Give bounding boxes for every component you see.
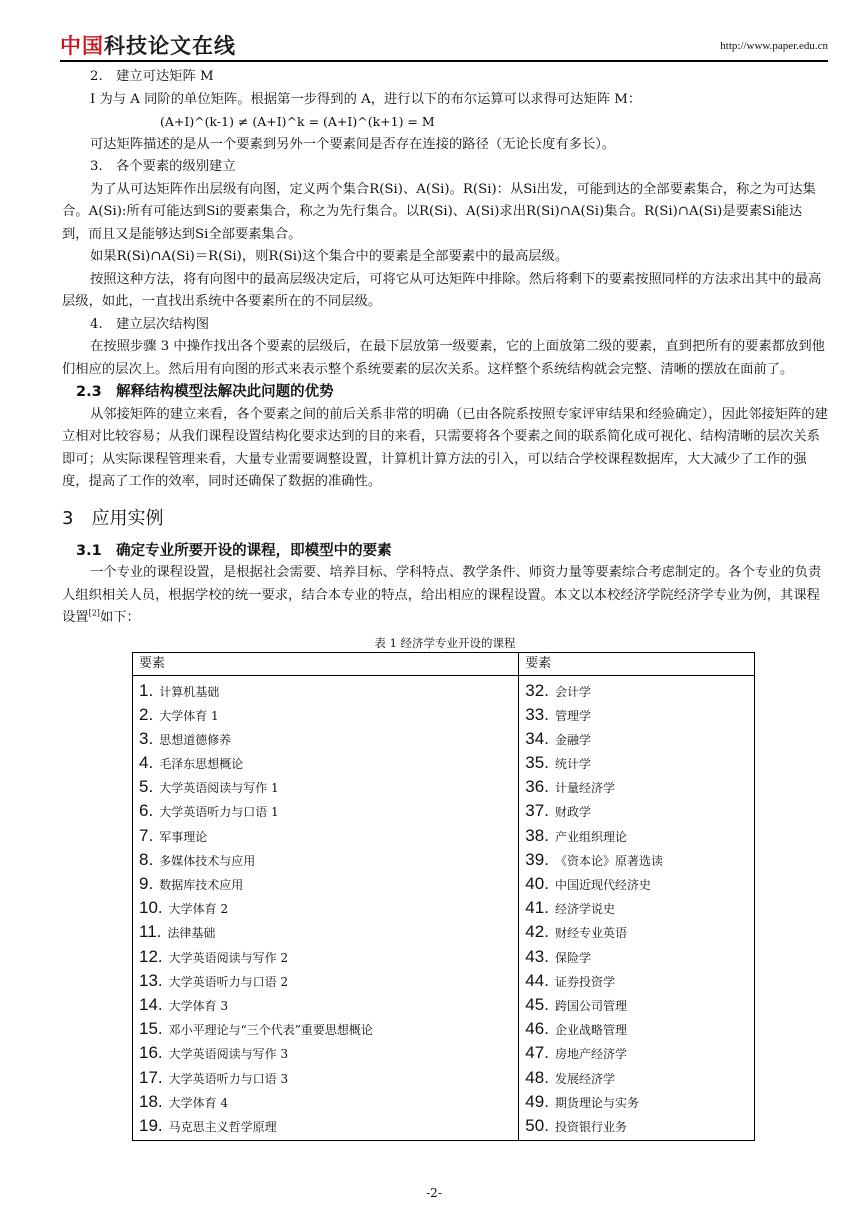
list-item bbox=[139, 945, 512, 969]
list-item-number: 17. bbox=[139, 1067, 163, 1087]
table-header-left: 要素 bbox=[133, 652, 519, 675]
list-item bbox=[525, 1017, 748, 1041]
list-item-number: 48. bbox=[525, 1067, 549, 1087]
list-item-label: 管理学 bbox=[554, 708, 591, 723]
list-item-number: 34. bbox=[525, 728, 549, 748]
list-item bbox=[525, 775, 748, 799]
list-item bbox=[525, 824, 748, 848]
list-item-label: 《资本论》原著选读 bbox=[554, 853, 663, 868]
list-item-label: 毛泽东思想概论 bbox=[159, 757, 244, 772]
logo-red-text: 中国 bbox=[60, 34, 104, 58]
list-item-number: 5. bbox=[139, 777, 154, 797]
list-item-number: 35. bbox=[525, 753, 549, 773]
course-table bbox=[132, 652, 755, 1142]
list-item-number: 37. bbox=[525, 801, 549, 821]
section-3-1-text-b: 如下： bbox=[99, 610, 140, 625]
list-item bbox=[139, 1114, 512, 1138]
list-item-label: 投资银行业务 bbox=[554, 1119, 627, 1134]
list-item-label: 大学体育 2 bbox=[168, 902, 229, 917]
list-item bbox=[139, 824, 512, 848]
list-item bbox=[139, 1017, 512, 1041]
list-item-label: 计算机基础 bbox=[159, 684, 220, 699]
list-item-number: 44. bbox=[525, 970, 549, 990]
list-item-number: 13. bbox=[139, 970, 163, 990]
list-item bbox=[525, 679, 748, 703]
list-item bbox=[139, 1090, 512, 1114]
section-3-number: 3 bbox=[62, 507, 74, 529]
list-item-label: 大学英语阅读与写作 2 bbox=[168, 950, 289, 965]
step3-paragraph-3: 按照这种方法，将有向图中的最高层级决定后，可将它从可达矩阵中排除。然后将剩下的要素按照同样的方法求出其中的最高层级，如此，一直找出系统中各要素所在的不同层级。 bbox=[62, 271, 822, 309]
list-item bbox=[139, 1066, 512, 1090]
list-item-number: 3. bbox=[139, 728, 154, 748]
list-item bbox=[139, 679, 512, 703]
list-item-label: 数据库技术应用 bbox=[159, 878, 244, 892]
header-rule bbox=[60, 60, 828, 62]
section-2-3-text: 从邻接矩阵的建立来看，各个要素之间的前后关系非常的明确（已由各院系按照专家评审结果和经验确定），因此邻接矩阵的建立相对比较容易；从我们课程设置结构化要求达到的目的来看，只需要将各个要素之间的联系简化成可视化、结构清晰的层次关系即可；从实际课程管理来看，大量专业需要调整设置，计算机计算方法的引入，可以结合学校课程数据库，大大减少了工作的强度，提高了工作的效率，同时还确保了数据的准确性。 bbox=[62, 406, 828, 489]
list-item-number: 11. bbox=[139, 922, 162, 942]
list-item bbox=[525, 969, 748, 993]
list-item-number: 16. bbox=[139, 1043, 163, 1063]
list-item-number: 9. bbox=[139, 874, 154, 893]
list-item bbox=[139, 920, 512, 944]
list-item bbox=[139, 727, 512, 751]
list-item bbox=[139, 969, 512, 993]
list-item-label: 发展经济学 bbox=[554, 1071, 615, 1086]
list-item bbox=[525, 1041, 748, 1065]
list-item bbox=[525, 751, 748, 775]
list-item-label: 保险学 bbox=[554, 950, 591, 965]
list-item-label: 多媒体技术与应用 bbox=[159, 853, 256, 868]
table-header-row bbox=[133, 652, 755, 675]
step2-title: 2. 建立可达矩阵 M bbox=[90, 69, 214, 84]
section-3-1-text bbox=[62, 562, 828, 630]
list-item-label: 金融学 bbox=[554, 732, 591, 747]
list-item-label: 财政学 bbox=[554, 805, 591, 820]
list-item-number: 49. bbox=[525, 1091, 549, 1111]
list-item bbox=[139, 799, 512, 823]
site-logo bbox=[60, 30, 236, 60]
list-item bbox=[525, 1114, 748, 1138]
list-item-label: 大学英语听力与口语 2 bbox=[168, 974, 289, 989]
list-item-number: 42. bbox=[525, 922, 549, 942]
list-item bbox=[139, 993, 512, 1017]
section-3-title: 应用实例 bbox=[91, 507, 164, 529]
list-item-number: 41. bbox=[525, 898, 549, 918]
list-item-label: 跨国公司管理 bbox=[554, 998, 627, 1013]
step3-paragraph-2: 如果R(Si)∩A(Si)＝R(Si)，则R(Si)这个集合中的要素是全部要素中的最高层级。 bbox=[90, 249, 569, 264]
list-item bbox=[139, 775, 512, 799]
list-item bbox=[525, 1066, 748, 1090]
table-col-right bbox=[519, 675, 755, 1141]
list-item-label: 大学英语阅读与写作 1 bbox=[159, 781, 279, 796]
list-item-label: 大学体育 4 bbox=[168, 1095, 229, 1110]
list-item-label: 经济学说史 bbox=[554, 902, 615, 917]
list-item bbox=[525, 703, 748, 727]
list-item-label: 大学英语听力与口语 1 bbox=[159, 805, 279, 820]
page-header bbox=[60, 30, 828, 58]
list-item-label: 期货理论与实务 bbox=[554, 1095, 639, 1110]
list-item-label: 产业组织理论 bbox=[554, 829, 627, 844]
list-item-number: 12. bbox=[139, 946, 163, 966]
list-item bbox=[525, 848, 748, 872]
list-item bbox=[139, 703, 512, 727]
page-number: -2- bbox=[426, 1186, 442, 1200]
list-item bbox=[139, 751, 512, 775]
step3-paragraph-1: 为了从可达矩阵作出层级有向图，定义两个集合R(Si)、A(Si)。R(Si)：从Si出发，可能到达的全部要素集合，称之为可达集合。A(Si):所有可能达到Si的要素集合，称之为先行集合。以R(Si)、A(Si)求出R(Si)∩A(Si)集合。R(Si)∩A(Si)是要素Si能达到，而且又是能够达到Si全部要素集合。 bbox=[62, 181, 816, 242]
list-item-number: 43. bbox=[525, 946, 549, 966]
list-item-label: 军事理论 bbox=[159, 829, 208, 844]
list-item bbox=[139, 896, 512, 920]
section-2-3-title: 2.3 解释结构模型法解决此问题的优势 bbox=[76, 384, 334, 400]
list-item-number: 36. bbox=[525, 777, 549, 797]
list-item-number: 18. bbox=[139, 1091, 163, 1111]
logo-black-text: 科技论文在线 bbox=[104, 34, 236, 58]
list-item-label: 邓小平理论与“三个代表”重要思想概论 bbox=[168, 1023, 373, 1038]
list-item-number: 38. bbox=[525, 825, 549, 845]
list-item-label: 大学英语听力与口语 3 bbox=[168, 1071, 289, 1086]
list-item bbox=[525, 993, 748, 1017]
list-item-number: 8. bbox=[139, 849, 154, 869]
list-item bbox=[139, 848, 512, 872]
list-item-number: 50. bbox=[525, 1115, 549, 1135]
reachability-formula: (A+I)^(k-1) ≠ (A+I)^k = (A+I)^(k+1) = M bbox=[160, 114, 435, 129]
list-item-number: 39. bbox=[525, 849, 549, 869]
table-header-right: 要素 bbox=[519, 652, 755, 675]
list-item-number: 45. bbox=[525, 994, 549, 1014]
list-item bbox=[525, 896, 748, 920]
step4-title: 4. 建立层次结构图 bbox=[90, 316, 210, 332]
list-item-label: 企业战略管理 bbox=[554, 1023, 627, 1038]
list-item-label: 计量经济学 bbox=[554, 781, 615, 796]
list-item bbox=[139, 872, 512, 896]
table-body-row bbox=[133, 675, 755, 1141]
page-content bbox=[62, 66, 828, 1141]
list-item-label: 会计学 bbox=[554, 684, 591, 699]
section-3-1-title: 3.1 确定专业所要开设的课程，即模型中的要素 bbox=[76, 542, 392, 559]
list-item-label: 财经专业英语 bbox=[554, 926, 627, 941]
list-item bbox=[525, 799, 748, 823]
list-item bbox=[525, 872, 748, 896]
list-item bbox=[525, 727, 748, 751]
list-item-number: 6. bbox=[139, 801, 154, 821]
list-item-number: 10. bbox=[139, 898, 163, 918]
step4-text: 在按照步骤 3 中操作找出各个要素的层级后，在最下层放第一级要素，它的上面放第二级的要素，直到把所有的要素都放到他们相应的层次上。然后用有向图的形式来表示整个系统要素的层次关系。这样整个系统结构就会完整、清晰的摆放在面前了。 bbox=[62, 339, 825, 377]
list-item-number: 2. bbox=[139, 704, 154, 724]
list-item bbox=[525, 920, 748, 944]
citation-ref[interactable]: [2] bbox=[88, 608, 100, 618]
list-item-label: 大学英语阅读与写作 3 bbox=[168, 1047, 289, 1062]
list-item-number: 19. bbox=[139, 1115, 163, 1135]
list-item-label: 中国近现代经济史 bbox=[554, 878, 651, 892]
list-item-number: 33. bbox=[525, 704, 549, 724]
list-item-number: 32. bbox=[525, 680, 549, 700]
table-col-left bbox=[133, 675, 519, 1141]
list-item-label: 大学体育 1 bbox=[159, 708, 219, 723]
list-item-label: 法律基础 bbox=[167, 926, 216, 941]
list-item-label: 统计学 bbox=[554, 757, 591, 772]
list-item-number: 15. bbox=[139, 1019, 163, 1039]
list-item bbox=[139, 1041, 512, 1065]
list-item-number: 47. bbox=[525, 1043, 549, 1063]
table-caption: 表 1 经济学专业开设的课程 bbox=[374, 635, 516, 650]
list-item-number: 40. bbox=[525, 874, 549, 893]
section-3-heading bbox=[62, 506, 828, 532]
list-item-number: 46. bbox=[525, 1019, 549, 1039]
list-item-label: 房地产经济学 bbox=[554, 1047, 627, 1062]
list-item-label: 思想道德修养 bbox=[159, 732, 232, 747]
list-item-number: 4. bbox=[139, 753, 154, 773]
step2-note: 可达矩阵描述的是从一个要素到另外一个要素间是否存在连接的路径（无论长度有多长）。 bbox=[90, 136, 616, 152]
site-url[interactable]: http://www.paper.edu.cn bbox=[720, 40, 828, 52]
section-3-1-text-a: 一个专业的课程设置，是根据社会需要、培养目标、学科特点、教学条件、师资力量等要素综合考虑制定的。各个专业的负责人组织相关人员，根据学校的统一要求，结合本专业的特点，给出相应的课程设置。本文以本校经济学院经济学专业为例，其课程设置 bbox=[62, 565, 822, 625]
step2-text: I 为与 A 同阶的单位矩阵。根据第一步得到的 A，进行以下的布尔运算可以求得可达矩阵 M： bbox=[90, 91, 642, 107]
list-item-label: 马克思主义哲学原理 bbox=[168, 1119, 277, 1134]
list-item-label: 证券投资学 bbox=[554, 974, 615, 989]
list-item-number: 14. bbox=[139, 994, 163, 1014]
list-item-number: 1. bbox=[139, 680, 154, 700]
step3-title: 3. 各个要素的级别建立 bbox=[90, 159, 236, 174]
list-item bbox=[525, 945, 748, 969]
list-item-label: 大学体育 3 bbox=[168, 998, 229, 1013]
list-item bbox=[525, 1090, 748, 1114]
list-item-number: 7. bbox=[139, 825, 154, 845]
